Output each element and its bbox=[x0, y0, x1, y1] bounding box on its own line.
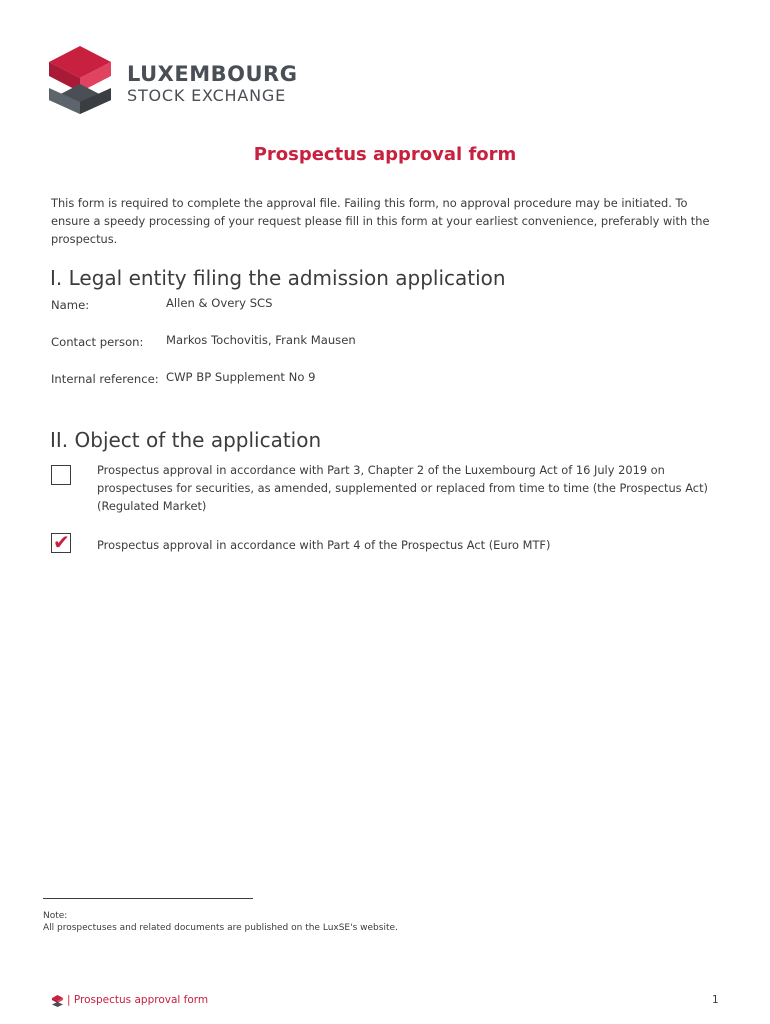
luxse-logo bbox=[47, 44, 307, 116]
footnote-text: All prospectuses and related documents are published on the LuxSE's website. bbox=[43, 923, 398, 933]
name-field[interactable]: Allen & Overy SCS bbox=[166, 296, 273, 310]
checkmark-icon: ✔ bbox=[53, 530, 70, 554]
luxse-logo-mark-icon bbox=[47, 44, 113, 116]
contact-person-label: Contact person: bbox=[51, 335, 144, 349]
footnote-divider bbox=[43, 898, 253, 899]
contact-person-field[interactable]: Markos Tochovitis, Frank Mausen bbox=[166, 333, 356, 347]
footer-title: | Prospectus approval form bbox=[67, 994, 209, 1006]
regulated-market-checkbox[interactable] bbox=[51, 465, 71, 485]
section-1-heading: I. Legal entity filing the admission application bbox=[50, 266, 506, 290]
internal-reference-label: Internal reference: bbox=[51, 372, 159, 386]
name-label: Name: bbox=[51, 298, 90, 312]
intro-paragraph: This form is required to complete the approval file. Failing this form, no approval procedure may be initiated. To ensure a speedy processing of your request please fill in this form at your earliest convenience, preferably with the prospectus. bbox=[51, 196, 710, 246]
luxse-footer-logo-icon bbox=[52, 995, 63, 1007]
internal-reference-field[interactable]: CWP BP Supplement No 9 bbox=[166, 370, 316, 384]
regulated-market-option-text: Prospectus approval in accordance with Part 3, Chapter 2 of the Luxembourg Act of 16 July 2019 on prospectuses for securities, as amended, supplemented or replaced from time to time (the Prospectus Act) (Regulated Market) bbox=[97, 463, 708, 513]
logo-subtitle: STOCK EXCHANGE bbox=[127, 86, 287, 105]
form-title: Prospectus approval form bbox=[253, 144, 517, 165]
page-number: 1 bbox=[712, 994, 719, 1006]
logo-name: LUXEMBOURG bbox=[127, 62, 298, 86]
euro-mtf-checkbox[interactable] bbox=[51, 530, 71, 554]
footnote-label: Note: bbox=[43, 911, 68, 921]
section-2-heading: II. Object of the application bbox=[50, 428, 322, 452]
euro-mtf-option-text: Prospectus approval in accordance with Part 4 of the Prospectus Act (Euro MTF) bbox=[97, 538, 551, 552]
